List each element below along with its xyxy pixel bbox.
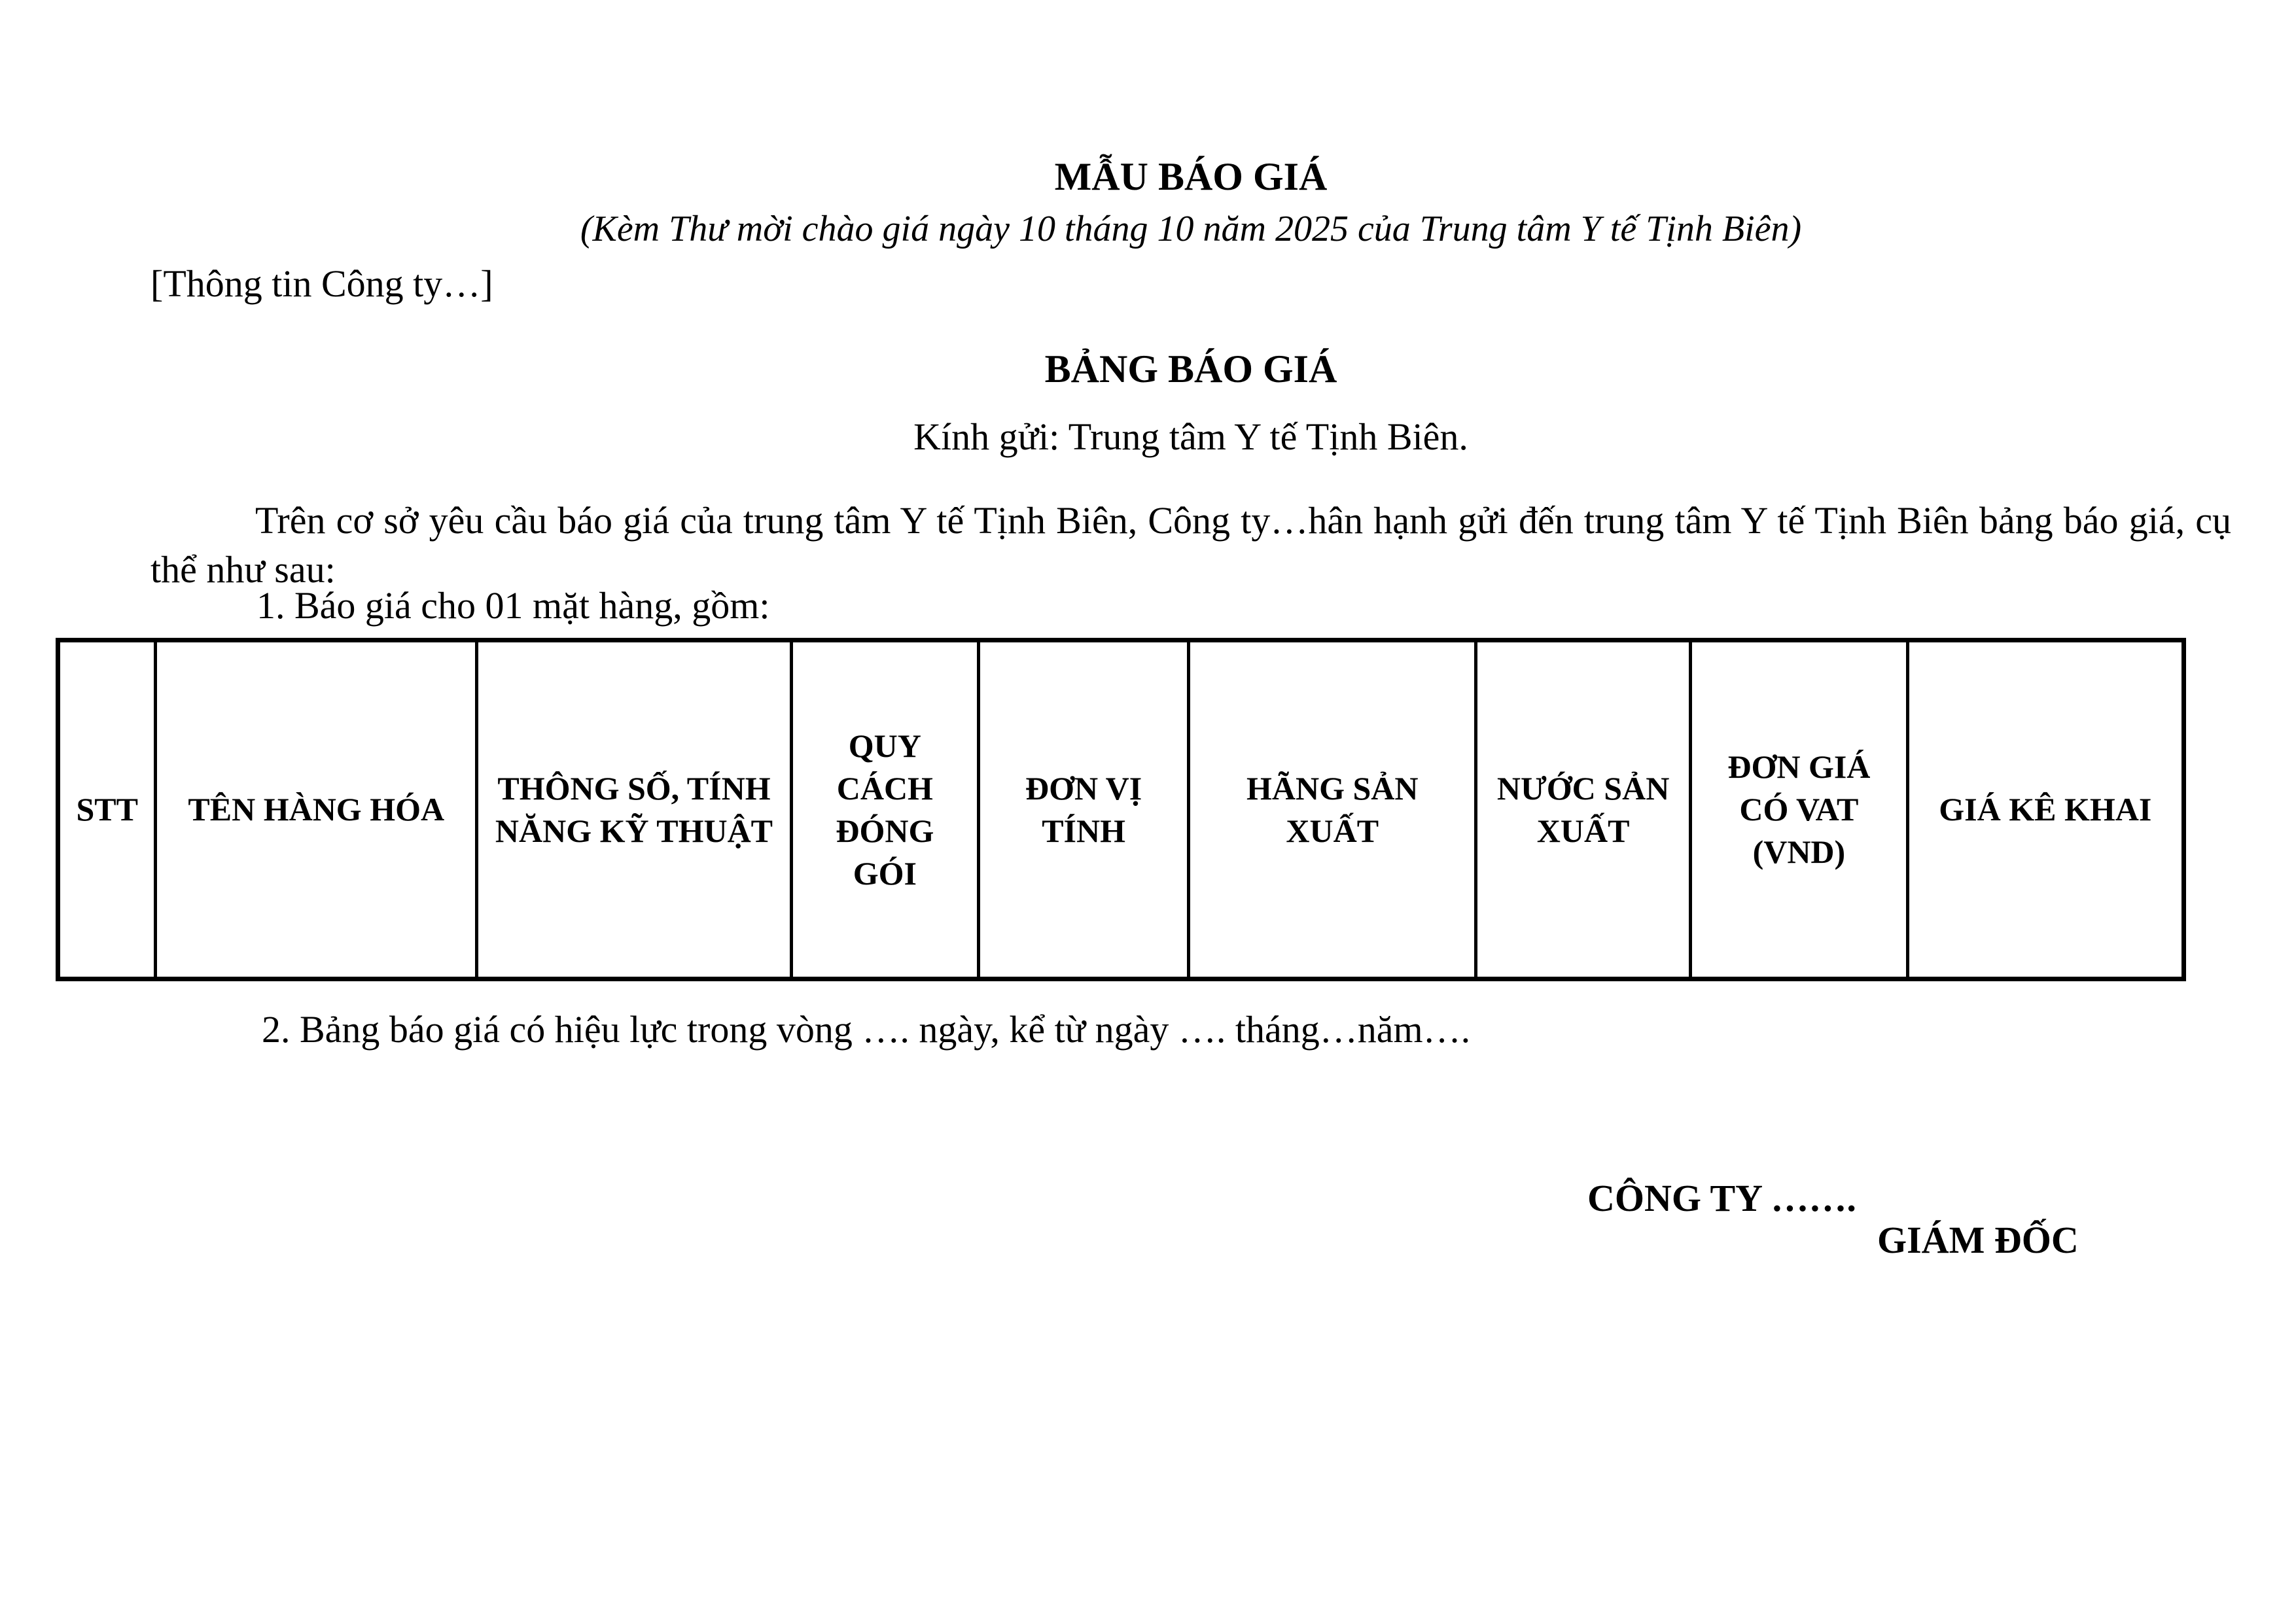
price-table-title: BẢNG BÁO GIÁ (1044, 347, 1337, 391)
salutation-line: Kính gửi: Trung tâm Y tế Tịnh Biên. (913, 415, 1468, 458)
col-header-gia-ke-khai: GIÁ KÊ KHAI (1907, 640, 2183, 979)
document-subtitle: (Kèm Thư mời chào giá ngày 10 tháng 10 năm 2025 của Trung tâm Y tế Tịnh Biên) (580, 209, 1802, 249)
list-item-1: 1. Báo giá cho 01 mặt hàng, gồm: (256, 584, 770, 627)
list-item-2: 2. Bảng báo giá có hiệu lực trong vòng …. ngày, kể từ ngày …. tháng…năm…. (262, 1008, 1471, 1051)
quotation-table (56, 638, 2186, 981)
company-info-placeholder: [Thông tin Công ty…] (150, 262, 493, 305)
col-header-quy-cach-dong-goi: QUY CÁCH ĐÓNG GÓI (791, 640, 978, 979)
table-header-row (58, 640, 2184, 979)
signature-director-line: GIÁM ĐỐC (1877, 1219, 2079, 1261)
col-header-don-gia-co-vat: ĐƠN GIÁ CÓ VAT (VND) (1691, 640, 1907, 979)
document-title: MẪU BÁO GIÁ (1054, 155, 1328, 198)
col-header-stt: STT (58, 640, 156, 979)
col-header-nuoc-san-xuat: NƯỚC SẢN XUẤT (1476, 640, 1691, 979)
col-header-ten-hang-hoa: TÊN HÀNG HÓA (156, 640, 477, 979)
intro-paragraph: Trên cơ sở yêu cầu báo giá của trung tâm Y tế Tịnh Biên, Công ty…hân hạnh gửi đến trung tâm Y tế Tịnh Biên bảng báo giá, cụ thể như sau: (150, 499, 2231, 591)
col-header-hang-san-xuat: HÃNG SẢN XUẤT (1189, 640, 1476, 979)
col-header-don-vi-tinh: ĐƠN VỊ TÍNH (978, 640, 1189, 979)
signature-company-line: CÔNG TY ……. (1587, 1177, 1856, 1219)
col-header-thong-so-tinh-nang: THÔNG SỐ, TÍNH NĂNG KỸ THUẬT (477, 640, 792, 979)
